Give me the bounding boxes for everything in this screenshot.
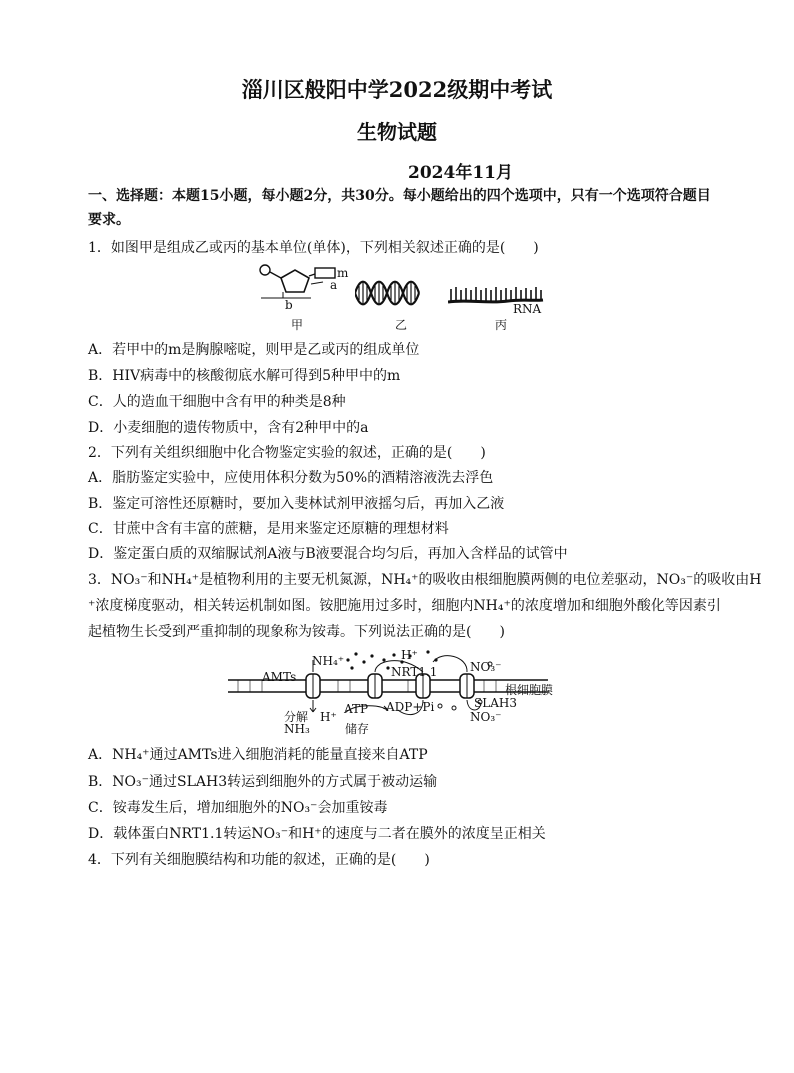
label-slah3: SLAH3 <box>474 696 517 710</box>
q1-stem: 1．如图甲是组成乙或丙的基本单位(单体)，下列相关叙述正确的是( ) <box>88 240 539 256</box>
label-m: m <box>337 266 349 280</box>
label-h-plus-top: H⁺ <box>401 648 418 662</box>
label-bing: 丙 <box>495 318 508 332</box>
section-heading-line2: 要求。 <box>88 212 130 228</box>
label-root-membrane: 根细胞膜 <box>505 683 554 697</box>
q3-option-d: D．载体蛋白NRT1.1转运NO₃⁻和H⁺的速度与二者在膜外的浓度呈正相关 <box>88 826 546 842</box>
label-adp-pi: ADP+Pi <box>386 700 435 714</box>
label-chucun: 储存 <box>345 722 370 736</box>
label-atp: ATP <box>344 702 369 716</box>
label-rna: RNA <box>513 302 542 316</box>
q4-stem: 4．下列有关细胞膜结构和功能的叙述，正确的是( ) <box>88 852 430 868</box>
q3-stem-line3: 起植物生长受到严重抑制的现象称为铵毒。下列说法正确的是( ) <box>88 624 505 640</box>
q2-option-d: D．鉴定蛋白质的双缩脲试剂A液与B液要混合均匀后，再加入含样品的试管中 <box>88 546 568 562</box>
exam-date: 2024年11月 <box>408 163 513 183</box>
label-nrt: NRT1.1 <box>391 665 438 679</box>
q3-option-a: A．NH₄⁺通过AMTs进入细胞消耗的能量直接来自ATP <box>88 747 428 763</box>
q1-option-b: B．HIV病毒中的核酸彻底水解可得到5种甲中的m <box>88 368 401 384</box>
q3-option-b: B．NO₃⁻通过SLAH3转运到细胞外的方式属于被动运输 <box>88 774 438 790</box>
exam-subject: 生物试题 <box>357 120 437 144</box>
q2-option-a: A．脂肪鉴定实验中，应使用体积分数为50%的酒精溶液洗去浮色 <box>88 470 494 486</box>
label-jia: 甲 <box>291 318 304 332</box>
q3-option-c: C．铵毒发生后，增加细胞外的NO₃⁻会加重铵毒 <box>88 800 388 816</box>
label-no3-lower: NO₃⁻ <box>470 710 502 724</box>
section-heading-line1: 一、选择题：本题15小题，每小题2分，共30分。每小题给出的四个选项中，只有一个选项符合题目 <box>88 188 711 204</box>
q1-option-d: D．小麦细胞的遗传物质中，含有2种甲中的a <box>88 420 369 436</box>
label-no3-right: NO₃⁻ <box>470 660 502 674</box>
label-nh4-top: NH₄⁺ <box>312 654 345 668</box>
q1-option-a: A．若甲中的m是胸腺嘧啶，则甲是乙或丙的组成单位 <box>88 342 420 358</box>
q1-figure-dna-helix <box>355 276 421 310</box>
q1-option-c: C．人的造血干细胞中含有甲的种类是8种 <box>88 394 346 410</box>
q2-option-c: C．甘蔗中含有丰富的蔗糖，是用来鉴定还原糖的理想材料 <box>88 521 449 537</box>
label-yi: 乙 <box>395 318 408 332</box>
label-fenjie: 分解 <box>284 710 309 724</box>
label-h-plus-low: H⁺ <box>320 710 337 724</box>
q2-option-b: B．鉴定可溶性还原糖时，要加入斐林试剂甲液摇匀后，再加入乙液 <box>88 496 505 512</box>
q3-stem-line2: ⁺浓度梯度驱动，相关转运机制如图。铵肥施用过多时，细胞内NH₄⁺的浓度增加和细胞外酸化等因素引 <box>88 598 721 614</box>
label-amts: AMTs <box>262 670 297 684</box>
q2-stem: 2．下列有关组织细胞中化合物鉴定实验的叙述，正确的是( ) <box>88 445 486 461</box>
label-b: b <box>285 298 293 312</box>
label-a: a <box>330 278 338 292</box>
exam-title: 淄川区般阳中学2022级期中考试 <box>241 77 553 102</box>
label-nh3: NH₃ <box>284 722 310 736</box>
q3-stem-line1: 3．NO₃⁻和NH₄⁺是植物利用的主要无机氮源，NH₄⁺的吸收由根细胞膜两侧的电位差驱动，NO₃⁻的吸收由H <box>88 572 762 588</box>
